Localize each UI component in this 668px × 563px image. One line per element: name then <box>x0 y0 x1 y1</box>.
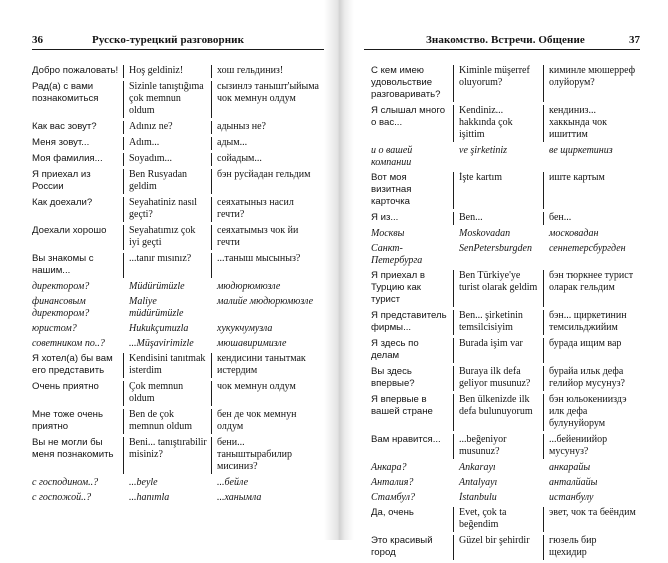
turkish-phrase: Adınız ne? <box>124 121 212 134</box>
russian-phrase: и о вашей компании <box>371 145 413 168</box>
phrase-row <box>32 197 324 222</box>
phrase-row <box>364 270 640 307</box>
turkish-phrase: Kendisini tanıtmak isterdim <box>124 353 212 378</box>
turkish-phrase: ...beyle <box>129 477 158 488</box>
phrase-row <box>32 353 324 378</box>
transcription: мюдюрюмюзле <box>217 281 281 292</box>
phrase-row <box>364 105 640 142</box>
russian-phrase: Вам нравится... <box>364 434 454 459</box>
transcription: бурайа ильк дефа гелийор мусунуз? <box>549 366 625 389</box>
right-page <box>364 0 640 558</box>
russian-phrase: юристом? <box>32 323 77 334</box>
transcription: бен де чок мемнун олдум <box>217 409 297 432</box>
turkish-phrase: ...beğeniyor musunuz? <box>454 434 544 459</box>
transcription: кендиниз... хаккында чок ишиттим <box>549 105 608 140</box>
header-rule <box>364 49 640 50</box>
turkish-phrase: Müdürümüzle <box>129 281 185 292</box>
turkish-phrase: Evet, çok ta beğendim <box>454 507 544 532</box>
transcription: анталйайы <box>549 477 598 488</box>
turkish-phrase: Antalyayı <box>459 477 498 488</box>
phrase-row <box>32 281 324 293</box>
turkish-phrase: İstanbulu <box>459 492 497 503</box>
russian-phrase: с госпожой..? <box>32 492 92 503</box>
russian-phrase: Анталия? <box>371 477 414 488</box>
transcription: ве щиркетиниз <box>549 145 613 156</box>
phrase-row <box>364 394 640 431</box>
turkish-phrase: Burada işim var <box>454 338 544 363</box>
russian-phrase: Москвы <box>371 228 405 239</box>
phrase-row <box>364 172 640 209</box>
transcription: сеннетерсбургден <box>549 243 626 254</box>
phrase-row <box>32 153 324 166</box>
phrase-row <box>32 253 324 278</box>
russian-phrase: Вы знакомы с нашим... <box>32 253 124 278</box>
phrase-row <box>32 225 324 250</box>
turkish-phrase: Soyadım... <box>124 153 212 166</box>
transcription: кендисини танытмак истердим <box>217 353 306 376</box>
russian-phrase: Я впервые в вашей стране <box>364 394 454 431</box>
phrase-row <box>32 296 324 320</box>
phrase-row <box>364 212 640 225</box>
turkish-phrase: ...Müşavirimizle <box>129 338 194 349</box>
left-page <box>32 0 324 540</box>
page-number: 36 <box>32 34 43 46</box>
transcription: ...бейениийор мусунуз? <box>549 434 608 457</box>
transcription: адыныз не? <box>217 121 266 132</box>
transcription: бен... <box>549 212 572 223</box>
russian-phrase: финансовым директором? <box>32 296 90 319</box>
phrase-row <box>32 65 324 78</box>
transcription: киминле мюшерреф олуйорум? <box>549 65 636 88</box>
turkish-phrase: ...hanımla <box>129 492 170 503</box>
russian-phrase: Доехали хорошо <box>32 225 124 250</box>
transcription: ...таныш мысыныз? <box>217 253 301 264</box>
turkish-phrase: ve şirketiniz <box>459 145 508 156</box>
russian-phrase: Моя фамилия... <box>32 153 124 166</box>
transcription: малийе мюдюрюмюзле <box>217 296 314 307</box>
transcription: бэн юльокенииздэ илк дефа булунуйорум <box>549 394 627 429</box>
turkish-phrase: Sizinle tanıştığıma çok memnun oldum <box>124 81 212 118</box>
turkish-phrase: Çok memnun oldum <box>124 381 212 406</box>
phrase-row <box>364 492 640 504</box>
russian-phrase: Я из... <box>364 212 454 225</box>
turkish-phrase: Beni... tanıştırabilir misiniz? <box>124 437 212 474</box>
russian-phrase: Я хотел(а) бы вам его представить <box>32 353 124 378</box>
phrase-row <box>32 409 324 434</box>
transcription: адым... <box>217 137 248 148</box>
turkish-phrase: Seyahatiniz nasıl geçti? <box>124 197 212 222</box>
right-page-header <box>364 34 640 50</box>
turkish-phrase: Adım... <box>124 137 212 150</box>
transcription: бэн русйадан гельдим <box>217 169 311 180</box>
russian-phrase: советником по..? <box>32 338 105 349</box>
header-rule <box>32 49 324 50</box>
russian-phrase: Я здесь по делам <box>364 338 454 363</box>
turkish-phrase: Ben Türkiye'ye turist olarak geldim <box>454 270 544 307</box>
turkish-phrase: Güzel bir şehirdir <box>454 535 544 560</box>
transcription: гюзель бир щехидир <box>549 535 597 558</box>
transcription: сеяхатымыз чок йи гечти <box>217 225 299 248</box>
transcription: хош гельдиниз! <box>217 65 284 76</box>
phrase-row <box>32 121 324 134</box>
turkish-phrase: Buraya ilk defa geliyor musunuz? <box>454 366 544 391</box>
russian-phrase: Я слышал много о вас... <box>364 105 454 142</box>
phrase-row <box>364 462 640 474</box>
phrase-row <box>32 338 324 350</box>
turkish-phrase: Hoş geldiniz! <box>124 65 212 78</box>
russian-phrase: Как доехали? <box>32 197 124 222</box>
russian-phrase: Рад(а) с вами познакомиться <box>32 81 124 118</box>
transcription: бэн... щиркетинин темсильджийим <box>549 310 627 333</box>
transcription: сеяхатыныз насил гечти? <box>217 197 294 220</box>
russian-phrase: Я представитель фирмы... <box>364 310 454 335</box>
russian-phrase: Как вас зовут? <box>32 121 124 134</box>
turkish-phrase: Ben... <box>454 212 544 225</box>
russian-phrase: Стамбул? <box>371 492 415 503</box>
russian-phrase: Вот моя визитная карточка <box>364 172 454 209</box>
phrase-row <box>32 81 324 118</box>
phrase-row <box>364 507 640 532</box>
phrase-row <box>364 228 640 240</box>
page-number: 37 <box>629 34 640 46</box>
russian-phrase: Это красивый город <box>364 535 454 560</box>
transcription: мюшавиримизле <box>217 338 287 349</box>
turkish-phrase: Ankarayı <box>459 462 496 473</box>
left-page-header <box>32 34 324 50</box>
russian-phrase: С кем имею удовольствие разговаривать? <box>364 65 454 102</box>
russian-phrase: Вы здесь впервые? <box>364 366 454 391</box>
transcription: хукукчумузла <box>217 323 273 334</box>
russian-phrase: Меня зовут... <box>32 137 124 150</box>
phrase-table-left <box>32 62 324 507</box>
transcription: ...ханымла <box>217 492 262 503</box>
russian-phrase: Санкт-Петербурга <box>371 243 423 266</box>
phrase-row <box>32 169 324 194</box>
phrase-row <box>364 243 640 267</box>
phrase-row <box>32 492 324 504</box>
transcription: московадан <box>549 228 599 239</box>
russian-phrase: Мне тоже очень приятно <box>32 409 124 434</box>
phrase-row <box>364 65 640 102</box>
russian-phrase: Добро пожаловать! <box>32 65 124 78</box>
transcription: бэн тюркнее турист оларак гельдим <box>549 270 634 293</box>
turkish-phrase: Hukukçumuzla <box>129 323 189 334</box>
phrase-row <box>32 323 324 335</box>
russian-phrase: Анкара? <box>371 462 407 473</box>
running-title: Русско-турецкий разговорник <box>92 34 245 46</box>
phrase-row <box>32 437 324 474</box>
transcription: ...бейле <box>217 477 249 488</box>
turkish-phrase: Seyahatımız çok iyi geçti <box>124 225 212 250</box>
phrase-row <box>364 145 640 169</box>
russian-phrase: с господином..? <box>32 477 99 488</box>
turkish-phrase: SenPetersburgden <box>459 243 532 254</box>
russian-phrase: директором? <box>32 281 90 292</box>
turkish-phrase: Ben ülkenizde ilk defa bulunuyorum <box>454 394 544 431</box>
russian-phrase: Вы не могли бы меня познакомить <box>32 437 124 474</box>
russian-phrase: Очень приятно <box>32 381 124 406</box>
transcription: чок мемнун олдум <box>217 381 296 392</box>
russian-phrase: Я приехал в Турцию как турист <box>364 270 454 307</box>
russian-phrase: Да, очень <box>364 507 454 532</box>
phrase-row <box>364 338 640 363</box>
transcription: бурада ищим вар <box>549 338 622 349</box>
turkish-phrase: Maliye müdürümüzle <box>129 296 184 319</box>
transcription: истанбулу <box>549 492 594 503</box>
phrase-row <box>32 381 324 406</box>
turkish-phrase: Ben... şirketinin temsilcisiyim <box>454 310 544 335</box>
phrase-row <box>364 310 640 335</box>
phrase-table-right <box>364 62 640 563</box>
turkish-phrase: Kiminle müşerref oluyorum? <box>454 65 544 102</box>
turkish-phrase: Kendiniz... hakkında çok işittim <box>454 105 544 142</box>
transcription: эвет, чок та беёндим <box>549 507 636 518</box>
phrase-row <box>32 477 324 489</box>
transcription: анкарайы <box>549 462 591 473</box>
turkish-phrase: Moskovadan <box>459 228 511 239</box>
transcription: сойадым... <box>217 153 262 164</box>
book-gutter <box>324 0 354 540</box>
turkish-phrase: İşte kartım <box>454 172 544 209</box>
turkish-phrase: Ben de çok memnun oldum <box>124 409 212 434</box>
transcription: бени... таныштырабилир мисиниз? <box>217 437 293 472</box>
russian-phrase: Я приехал из России <box>32 169 124 194</box>
turkish-phrase: ...tanır mısınız? <box>124 253 212 278</box>
phrase-row <box>364 434 640 459</box>
phrase-row <box>364 535 640 560</box>
turkish-phrase: Ben Rusyadan geldim <box>124 169 212 194</box>
transcription: сызинлэ танышт'ыйыма чок мемнун олдум <box>217 81 319 104</box>
transcription: иште картым <box>549 172 605 183</box>
phrase-row <box>32 137 324 150</box>
phrase-row <box>364 477 640 489</box>
running-title: Знакомство. Встречи. Общение <box>426 34 585 46</box>
phrase-row <box>364 366 640 391</box>
